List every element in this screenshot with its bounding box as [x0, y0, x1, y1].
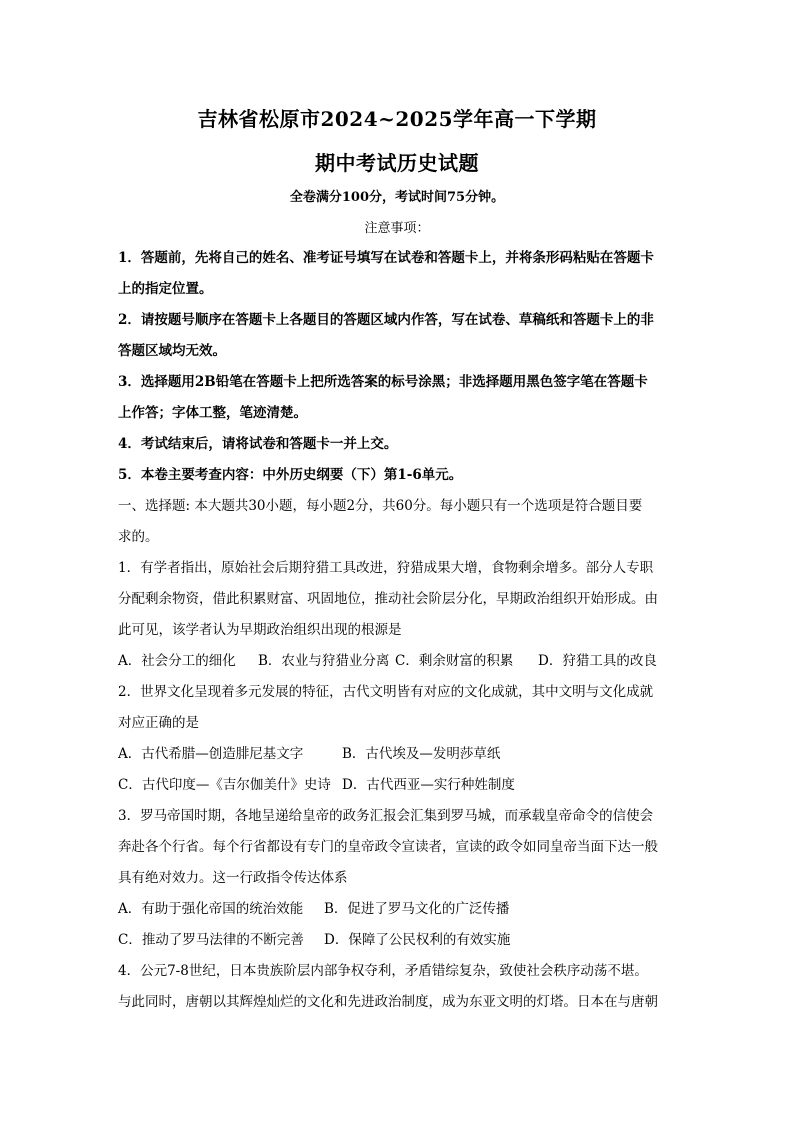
question-3-line-1: 3．罗马帝国时期，各地呈递给皇帝的政务汇报会汇集到罗马城，而承载皇帝命令的信使会 [118, 808, 654, 824]
notice-3-line-1: 3．选择题用2B铅笔在答题卡上把所选答案的标号涂黑；非选择题用黑色签字笔在答题卡 [118, 374, 648, 390]
question-2-option-d: D．古代西亚—实行种姓制度 [342, 777, 515, 793]
score-info: 全卷满分100分，考试时间75分钟。 [289, 190, 505, 205]
notice-2-line-2: 答题区域均无效。 [118, 343, 226, 359]
question-1-line-2: 分配剩余物资，借此积累财富、巩固地位，推动社会阶层分化，早期政治组织开始形成。由 [118, 591, 658, 607]
question-1-option-d: D．狩猎工具的改良 [538, 653, 657, 669]
notice-1-line-1: 1．答题前，先将自己的姓名、准考证号填写在试卷和答题卡上，并将条形码粘贴在答题卡 [118, 250, 654, 266]
question-1-option-a: A．社会分工的细化 [118, 653, 236, 669]
question-4-line-2: 与此同时，唐朝以其辉煌灿烂的文化和先进政治制度，成为东亚文明的灯塔。日本在与唐朝 [118, 994, 658, 1010]
question-2-option-a: A．古代希腊—创造腓尼基文字 [118, 746, 304, 762]
notice-3-line-2: 上作答；字体工整，笔迹清楚。 [118, 405, 307, 421]
notice-2-line-1: 2．请按题号顺序在答题卡上各题目的答题区域内作答，写在试卷、草稿纸和答题卡上的非 [118, 312, 654, 328]
section-heading-line-1: 一、选择题: 本大题共30小题，每小题2分，共60分。每小题只有一个选项是符合题目要 [118, 498, 643, 514]
document-title: 吉林省松原市2024~2025学年高一下学期 [197, 107, 597, 131]
section-heading-line-2: 求的。 [118, 529, 159, 545]
question-4-line-1: 4．公元7-8世纪，日本贵族阶层内部争权夺利，矛盾错综复杂，致使社会秩序动荡不堪。 [118, 963, 648, 979]
document-subtitle: 期中考试历史试题 [315, 151, 479, 175]
question-1-line-1: 1．有学者指出，原始社会后期狩猎工具改进，狩猎成果大增，食物剩余增多。部分人专职 [118, 560, 654, 576]
notice-5: 5．本卷主要考查内容：中外历史纲要（下）第1-6单元。 [118, 467, 463, 483]
question-2-option-c: C．古代印度—《吉尔伽美什》史诗 [118, 777, 331, 793]
notice-1-line-2: 上的指定位置。 [118, 281, 213, 297]
question-2-line-1: 2．世界文化呈现着多元发展的特征，古代文明皆有对应的文化成就，其中文明与文化成就 [118, 684, 654, 700]
question-3-option-a: A．有助于强化帝国的统治效能 [118, 901, 304, 917]
question-1-option-b: B．农业与狩猎业分离 [258, 653, 390, 669]
question-2-line-2: 对应正确的是 [118, 715, 199, 731]
question-1-option-c: C．剩余财富的积累 [395, 653, 514, 669]
question-3-option-d: D．保障了公民权利的有效实施 [324, 932, 511, 948]
question-2-option-b: B．古代埃及—发明莎草纸 [342, 746, 501, 762]
question-3-line-2: 奔赴各个行省。每个行省都设有专门的皇帝政令宣读者，宣读的政令如同皇帝当面下达一般 [118, 839, 658, 855]
notice-heading: 注意事项： [364, 221, 430, 236]
question-3-option-c: C．推动了罗马法律的不断完善 [118, 932, 304, 948]
notice-4: 4．考试结束后，请将试卷和答题卡一并上交。 [118, 436, 398, 452]
question-3-option-b: B．促进了罗马文化的广泛传播 [324, 901, 510, 917]
question-3-line-3: 具有绝对效力。这一行政指令传达体系 [118, 870, 348, 886]
question-1-line-3: 此可见，该学者认为早期政治组织出现的根源是 [118, 622, 402, 638]
